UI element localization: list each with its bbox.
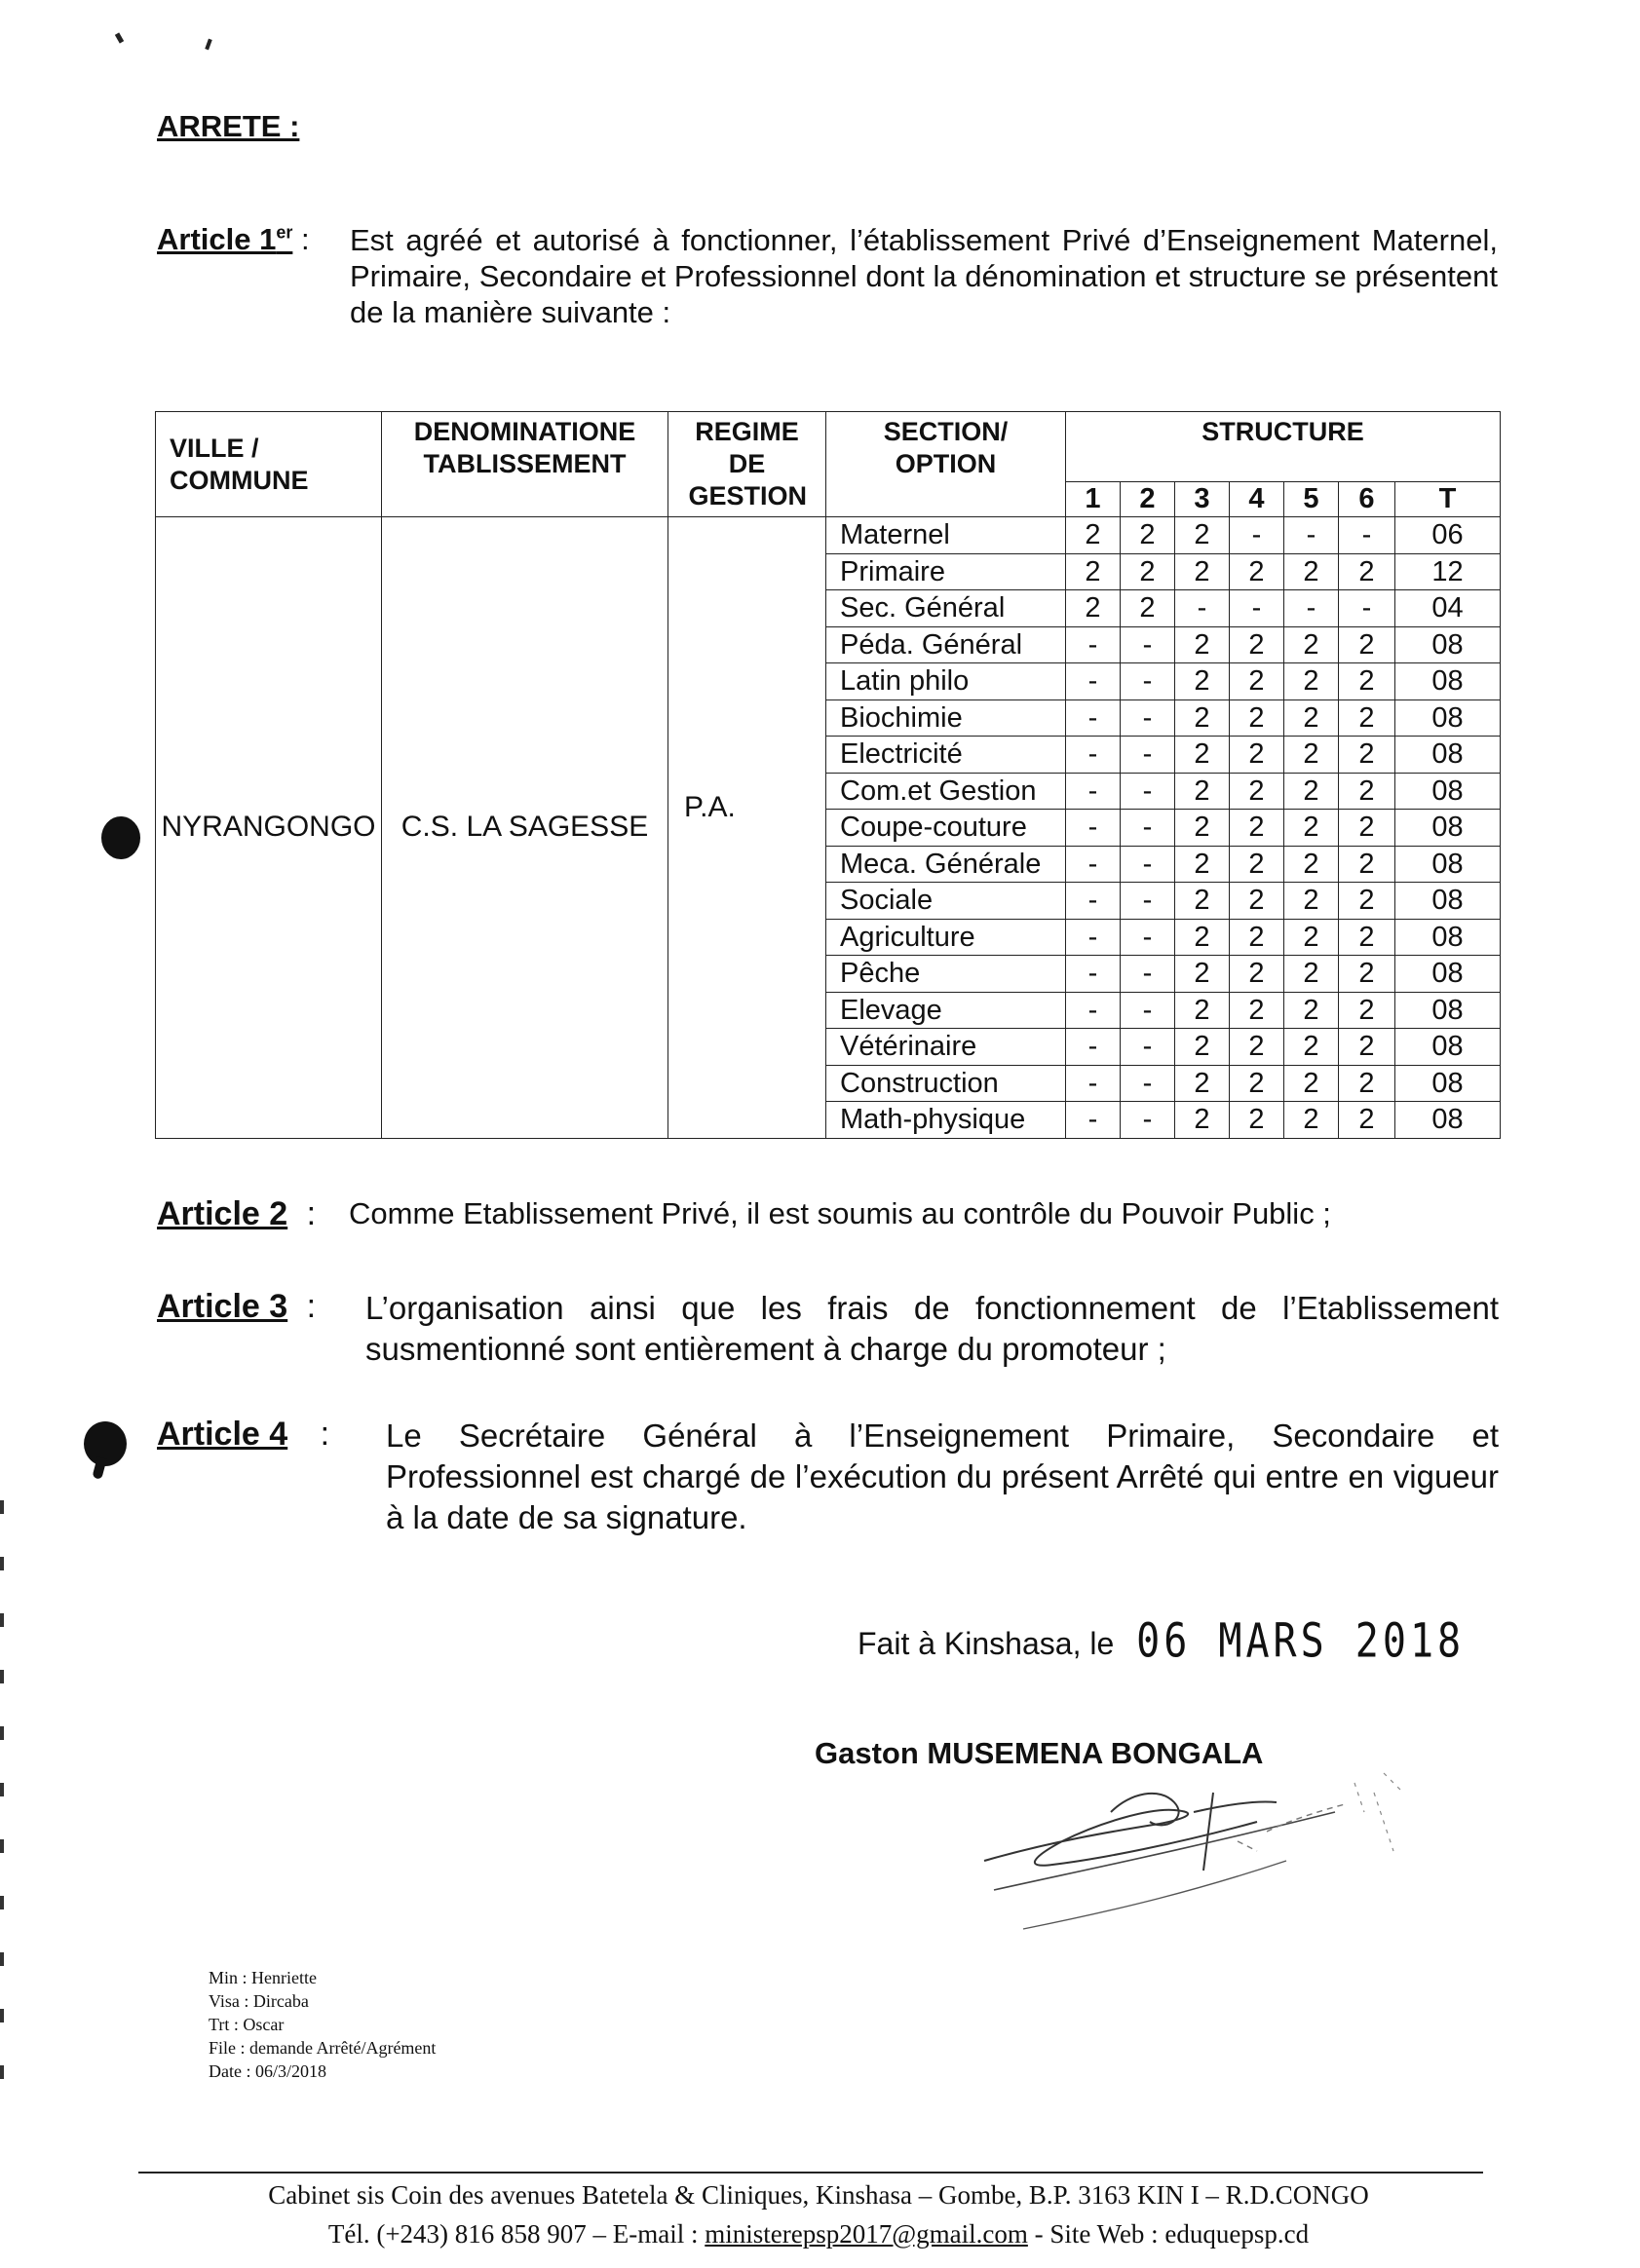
- handwritten-signature: [965, 1754, 1423, 1948]
- structure-value-cell: -: [1121, 1102, 1175, 1139]
- structure-value-cell: 2: [1339, 663, 1395, 700]
- structure-value-cell: 2: [1121, 553, 1175, 590]
- footer: [97, 2175, 1540, 2253]
- scan-mark: [205, 39, 212, 51]
- ville-cell: NYRANGONGO: [156, 517, 382, 1139]
- structure-value-cell: 2: [1284, 737, 1339, 774]
- place-prefix: Fait à Kinshasa, le: [858, 1626, 1115, 1661]
- structure-value-cell: -: [1121, 883, 1175, 920]
- structure-value-cell: -: [1230, 517, 1284, 554]
- scan-edge-marks: [0, 1500, 4, 2104]
- routing-notes: [209, 1966, 436, 2083]
- structure-col-header: 4: [1230, 482, 1284, 517]
- structure-value-cell: 2: [1230, 1102, 1284, 1139]
- section-cell: Electricité: [826, 737, 1066, 774]
- structure-value-cell: 2: [1230, 992, 1284, 1029]
- structure-value-cell: -: [1066, 883, 1121, 920]
- structure-value-cell: 08: [1395, 1102, 1501, 1139]
- section-cell: Latin philo: [826, 663, 1066, 700]
- note-min: Min : Henriette: [209, 1968, 317, 1987]
- structure-value-cell: 2: [1175, 992, 1230, 1029]
- section-cell: Primaire: [826, 553, 1066, 590]
- structure-value-cell: 2: [1339, 883, 1395, 920]
- structure-value-cell: -: [1066, 626, 1121, 663]
- structure-value-cell: 2: [1175, 517, 1230, 554]
- structure-table: [155, 411, 1501, 1139]
- structure-value-cell: 2: [1284, 773, 1339, 810]
- structure-value-cell: -: [1284, 590, 1339, 627]
- structure-value-cell: 2: [1339, 992, 1395, 1029]
- structure-value-cell: 2: [1175, 1065, 1230, 1102]
- header-section: SECTION/ OPTION: [826, 412, 1066, 517]
- denomination-cell: C.S. LA SAGESSE: [382, 517, 668, 1139]
- structure-value-cell: 2: [1230, 810, 1284, 847]
- section-cell: Pêche: [826, 956, 1066, 993]
- note-date: Date : 06/3/2018: [209, 2061, 326, 2081]
- header-structure: STRUCTURE: [1066, 412, 1501, 482]
- structure-value-cell: 2: [1175, 883, 1230, 920]
- structure-value-cell: 2: [1175, 626, 1230, 663]
- header-denomination: DENOMINATIONE TABLISSEMENT: [382, 412, 668, 517]
- structure-value-cell: 08: [1395, 919, 1501, 956]
- structure-value-cell: 08: [1395, 846, 1501, 883]
- structure-value-cell: 08: [1395, 663, 1501, 700]
- article-1-heading: [157, 222, 310, 257]
- structure-col-header: 1: [1066, 482, 1121, 517]
- structure-value-cell: 08: [1395, 626, 1501, 663]
- structure-value-cell: 2: [1175, 919, 1230, 956]
- section-cell: Agriculture: [826, 919, 1066, 956]
- scan-mark: [115, 32, 124, 43]
- footer-address: Cabinet sis Coin des avenues Batetela & Cliniques, Kinshasa – Gombe, B.P. 3163 KIN I – R.D.CONGO: [268, 2180, 1369, 2210]
- article-3-colon: :: [306, 1288, 317, 1325]
- structure-value-cell: -: [1066, 663, 1121, 700]
- structure-value-cell: 2: [1339, 1065, 1395, 1102]
- structure-value-cell: 2: [1284, 846, 1339, 883]
- note-visa: Visa : Dircaba: [209, 1991, 309, 2011]
- structure-value-cell: -: [1121, 846, 1175, 883]
- structure-value-cell: 2: [1339, 846, 1395, 883]
- section-cell: Meca. Générale: [826, 846, 1066, 883]
- structure-value-cell: 2: [1175, 846, 1230, 883]
- structure-value-cell: 2: [1230, 663, 1284, 700]
- footer-divider: [138, 2172, 1483, 2174]
- header-ville: VILLE / COMMUNE: [156, 412, 382, 517]
- structure-value-cell: 2: [1230, 699, 1284, 737]
- regime-cell: P.A.: [668, 517, 826, 1139]
- structure-value-cell: -: [1284, 517, 1339, 554]
- structure-value-cell: 2: [1284, 992, 1339, 1029]
- structure-value-cell: -: [1066, 919, 1121, 956]
- structure-value-cell: -: [1066, 992, 1121, 1029]
- structure-value-cell: -: [1066, 1065, 1121, 1102]
- structure-value-cell: 2: [1230, 773, 1284, 810]
- section-cell: Biochimie: [826, 699, 1066, 737]
- article-1-colon: :: [300, 222, 310, 256]
- structure-value-cell: -: [1066, 1029, 1121, 1066]
- note-file: File : demande Arrêté/Agrément: [209, 2038, 437, 2058]
- structure-value-cell: 2: [1339, 699, 1395, 737]
- structure-value-cell: -: [1230, 590, 1284, 627]
- structure-value-cell: 2: [1339, 919, 1395, 956]
- structure-value-cell: 2: [1284, 663, 1339, 700]
- structure-value-cell: 08: [1395, 773, 1501, 810]
- structure-value-cell: 2: [1175, 773, 1230, 810]
- note-trt: Trt : Oscar: [209, 2015, 285, 2034]
- structure-value-cell: -: [1121, 626, 1175, 663]
- article-2-colon: :: [306, 1195, 317, 1232]
- section-cell: Vétérinaire: [826, 1029, 1066, 1066]
- structure-value-cell: -: [1121, 1065, 1175, 1102]
- structure-value-cell: 2: [1284, 1102, 1339, 1139]
- structure-value-cell: 08: [1395, 883, 1501, 920]
- date-stamp: 06 MARS 2018: [1136, 1614, 1466, 1669]
- structure-value-cell: -: [1066, 737, 1121, 774]
- footer-email-link[interactable]: ministerepsp2017@gmail.com: [705, 2219, 1028, 2249]
- structure-value-cell: 2: [1339, 773, 1395, 810]
- structure-value-cell: 2: [1121, 590, 1175, 627]
- structure-value-cell: -: [1121, 773, 1175, 810]
- structure-value-cell: -: [1339, 590, 1395, 627]
- structure-value-cell: 2: [1339, 553, 1395, 590]
- structure-value-cell: -: [1066, 699, 1121, 737]
- structure-value-cell: 2: [1175, 737, 1230, 774]
- structure-value-cell: 2: [1284, 1065, 1339, 1102]
- structure-value-cell: -: [1121, 699, 1175, 737]
- structure-value-cell: 08: [1395, 1065, 1501, 1102]
- article-4-label: Article 4: [157, 1416, 288, 1453]
- table-row: [156, 517, 1501, 554]
- structure-value-cell: 2: [1230, 956, 1284, 993]
- signatory-name: Gaston MUSEMENA BONGALA: [815, 1736, 1264, 1770]
- structure-col-header: 3: [1175, 482, 1230, 517]
- structure-value-cell: 2: [1066, 590, 1121, 627]
- structure-value-cell: 08: [1395, 737, 1501, 774]
- structure-value-cell: 2: [1284, 919, 1339, 956]
- section-cell: Sociale: [826, 883, 1066, 920]
- structure-col-header: 5: [1284, 482, 1339, 517]
- article-4-text: Le Secrétaire Général à l’Enseignement Primaire, Secondaire et Professionnel est chargé de l’exécution du présent Arrêté qui entre en vigueur à la date de sa signature.: [386, 1418, 1499, 1535]
- article-2-heading: [157, 1195, 316, 1233]
- structure-value-cell: 2: [1230, 626, 1284, 663]
- header-regime: REGIME DE GESTION: [668, 412, 826, 517]
- structure-value-cell: 2: [1284, 883, 1339, 920]
- structure-value-cell: 06: [1395, 517, 1501, 554]
- section-cell: Sec. Général: [826, 590, 1066, 627]
- structure-value-cell: 2: [1339, 1029, 1395, 1066]
- structure-value-cell: -: [1121, 663, 1175, 700]
- article-4-heading: [157, 1416, 329, 1454]
- structure-value-cell: 2: [1230, 553, 1284, 590]
- section-cell: Math-physique: [826, 1102, 1066, 1139]
- article-4-colon: :: [320, 1416, 330, 1453]
- structure-value-cell: -: [1121, 919, 1175, 956]
- structure-value-cell: 2: [1175, 699, 1230, 737]
- structure-value-cell: 2: [1284, 699, 1339, 737]
- structure-value-cell: 2: [1284, 956, 1339, 993]
- structure-value-cell: 2: [1339, 956, 1395, 993]
- structure-value-cell: -: [1121, 737, 1175, 774]
- structure-value-cell: 2: [1230, 883, 1284, 920]
- structure-value-cell: -: [1066, 773, 1121, 810]
- structure-value-cell: 2: [1339, 1102, 1395, 1139]
- article-3-text: L’organisation ainsi que les frais de fonctionnement de l’Etablissement susmentionné sont entièrement à charge du promoteur ;: [365, 1290, 1499, 1367]
- structure-value-cell: -: [1066, 810, 1121, 847]
- structure-value-cell: -: [1066, 956, 1121, 993]
- structure-value-cell: -: [1121, 992, 1175, 1029]
- structure-value-cell: 2: [1230, 846, 1284, 883]
- structure-value-cell: 2: [1175, 553, 1230, 590]
- structure-value-cell: 2: [1284, 810, 1339, 847]
- structure-value-cell: 08: [1395, 992, 1501, 1029]
- page-title: ARRETE :: [157, 109, 300, 143]
- structure-value-cell: 2: [1066, 517, 1121, 554]
- structure-value-cell: 2: [1175, 1029, 1230, 1066]
- structure-value-cell: 12: [1395, 553, 1501, 590]
- structure-value-cell: 08: [1395, 699, 1501, 737]
- structure-value-cell: 08: [1395, 956, 1501, 993]
- punch-hole-mark: [101, 816, 140, 859]
- article-3-label: Article 3: [157, 1288, 288, 1325]
- structure-value-cell: 2: [1284, 626, 1339, 663]
- section-cell: Elevage: [826, 992, 1066, 1029]
- structure-value-cell: 2: [1230, 919, 1284, 956]
- structure-value-cell: 2: [1230, 737, 1284, 774]
- section-cell: Maternel: [826, 517, 1066, 554]
- structure-value-cell: 2: [1339, 810, 1395, 847]
- article-2-text: Comme Etablissement Privé, il est soumis au contrôle du Pouvoir Public ;: [349, 1196, 1331, 1230]
- structure-value-cell: 2: [1121, 517, 1175, 554]
- structure-value-cell: -: [1339, 517, 1395, 554]
- structure-value-cell: 04: [1395, 590, 1501, 627]
- article-3-heading: [157, 1288, 316, 1326]
- structure-value-cell: 08: [1395, 1029, 1501, 1066]
- structure-value-cell: 2: [1284, 1029, 1339, 1066]
- section-cell: Péda. Général: [826, 626, 1066, 663]
- structure-value-cell: -: [1066, 1102, 1121, 1139]
- section-cell: Com.et Gestion: [826, 773, 1066, 810]
- structure-value-cell: 2: [1284, 553, 1339, 590]
- structure-value-cell: 2: [1339, 626, 1395, 663]
- structure-value-cell: -: [1175, 590, 1230, 627]
- section-cell: Coupe-couture: [826, 810, 1066, 847]
- structure-col-header: 2: [1121, 482, 1175, 517]
- structure-col-header: T: [1395, 482, 1501, 517]
- structure-value-cell: 2: [1175, 810, 1230, 847]
- article-1-label: Article 1er: [157, 222, 293, 256]
- structure-value-cell: -: [1066, 846, 1121, 883]
- structure-value-cell: -: [1121, 1029, 1175, 1066]
- section-cell: Construction: [826, 1065, 1066, 1102]
- article-2-label: Article 2: [157, 1195, 288, 1232]
- structure-value-cell: 2: [1175, 1102, 1230, 1139]
- structure-value-cell: 2: [1230, 1029, 1284, 1066]
- structure-value-cell: 2: [1066, 553, 1121, 590]
- structure-value-cell: 2: [1175, 663, 1230, 700]
- structure-value-cell: 2: [1230, 1065, 1284, 1102]
- structure-value-cell: 08: [1395, 810, 1501, 847]
- structure-col-header: 6: [1339, 482, 1395, 517]
- signature-date-line: [858, 1614, 1466, 1669]
- footer-contact: Tél. (+243) 816 858 907 – E-mail : ministerepsp2017@gmail.com - Site Web : eduquepsp.cd: [327, 2219, 1310, 2249]
- structure-value-cell: -: [1121, 810, 1175, 847]
- structure-value-cell: -: [1121, 956, 1175, 993]
- structure-value-cell: 2: [1339, 737, 1395, 774]
- article-1-text: Est agréé et autorisé à fonctionner, l’établissement Privé d’Enseignement Maternel, Primaire, Secondaire et Professionnel dont la dénomination et structure se présentent de la manière suivante :: [350, 223, 1498, 329]
- structure-value-cell: 2: [1175, 956, 1230, 993]
